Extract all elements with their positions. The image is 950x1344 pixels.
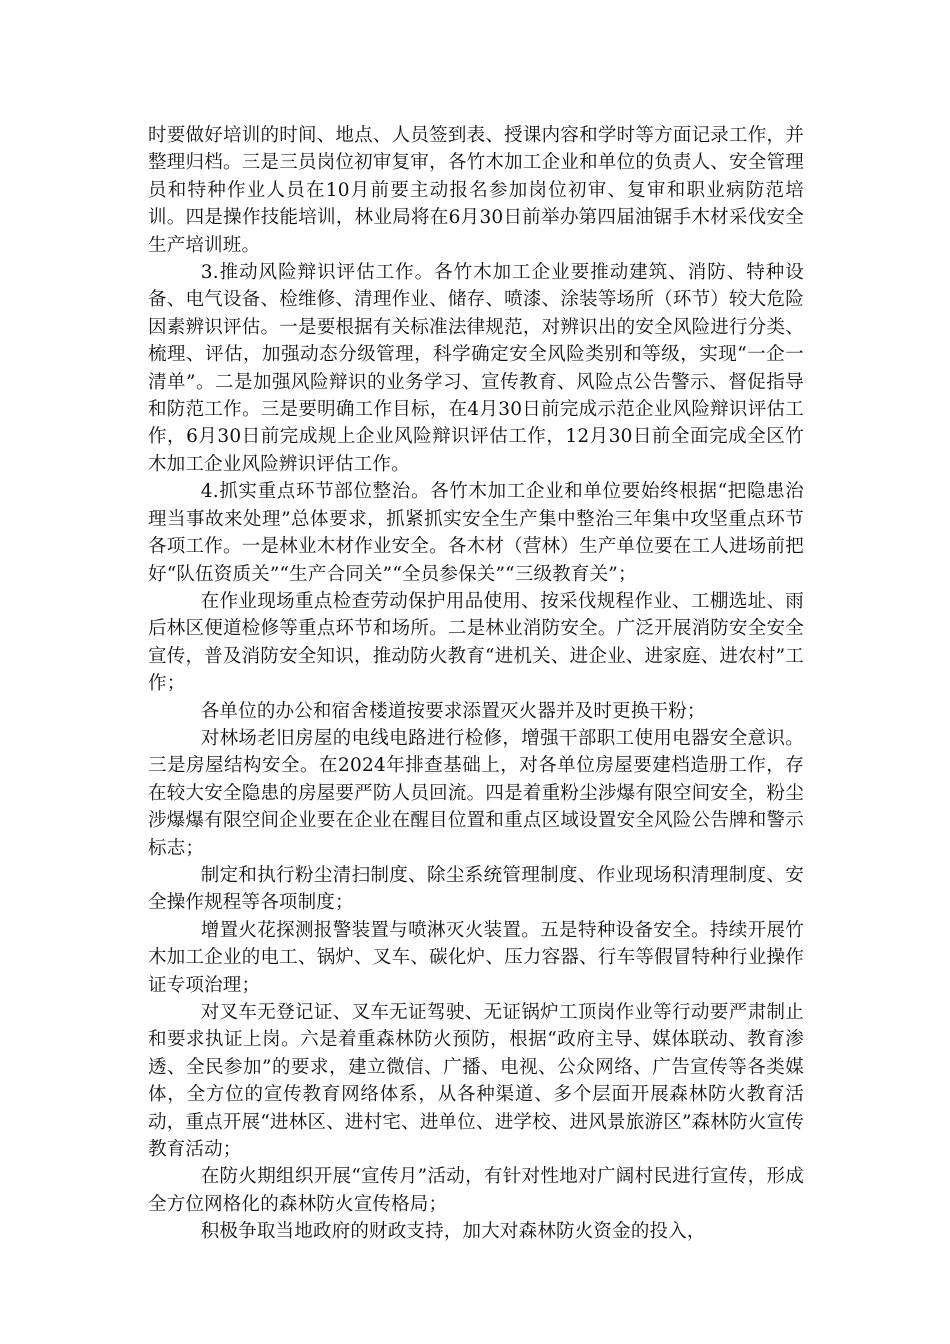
- paragraph-fire-safety: 在作业现场重点检查劳动保护用品使用、按采伐规程作业、工棚选址、雨后林区便道检修等重点环节和场所。二是林业消防安全。广泛开展消防安全安全宣传，普及消防安全知识，推动防火教育“进机关、进企业、进家庭、进农村”工作；: [148, 590, 804, 695]
- paragraph-house-structure: 对林场老旧房屋的电线电路进行检修，增强干部职工使用电器安全意识。三是房屋结构安全。在2024年排查基础上，对各单位房屋要建档造册工作，存在较大安全隐患的房屋要严防人员回流。四是着重粉尘涉爆有限空间安全，粉尘涉爆爆有限空间企业要在企业在醒目位置和重点区域设置安全风险公告牌和警示标志；: [148, 727, 804, 859]
- paragraph-forest-fire-prevention: 对叉车无登记证、叉车无证驾驶、无证锅炉工顶岗作业等行动要严肃制止和要求执证上岗。六是着重森林防火预防，根据“政府主导、媒体联动、教育渗透、全民参加”的要求，建立微信、广播、电视、公众网络、广告宣传等各类媒体，全方位的宣传教育网络体系，从各种渠道、多个层面开展森林防火教育活动，重点开展“进林区、进村宅、进单位、进学校、进风景旅游区”森林防火宣传教育活动；: [148, 1002, 804, 1161]
- paragraph-risk-identification: 3.推动风险辩识评估工作。各竹木加工企业要推动建筑、消防、特种设备、电气设备、检维修、清理作业、储存、喷漆、涂装等场所（环节）较大危险因素辨识评估。一是要根据有关标准法律规范，对辨识出的安全风险进行分类、梳理、评估，加强动态分级管理，科学确定安全风险类别和等级，实现“一企一清单”。二是加强风险辩识的业务学习、宣传教育、风险点公告警示、督促指导和防范工作。三是要明确工作目标，在4月30日前完成示范企业风险辩识评估工作，6月30日前完成规上企业风险辩识评估工作，12月30日前全面完成全区竹木加工企业风险辨识评估工作。: [148, 262, 804, 475]
- paragraph-special-equipment: 增置火花探测报警装置与喷淋灭火装置。五是特种设备安全。持续开展竹木加工企业的电工、锅炉、叉车、碳化炉、压力容器、行车等假冒特种行业操作证专项治理；: [148, 919, 804, 996]
- paragraph-publicity-month: 在防火期组织开展“宣传月”活动，有针对性地对广阔村民进行宣传，形成全方位网格化的森林防火宣传格局；: [148, 1166, 804, 1215]
- paragraph-key-link-rectification: 4.抓实重点环节部位整治。各竹木加工企业和单位要始终根据“把隐患治理当事故来处理”总体要求，抓紧抓实安全生产集中整治三年集中攻坚重点环节各项工作。一是林业木材作业安全。各木材（营林）生产单位要在工人进场前把好“队伍资质关”“生产合同关”“全员参保关”“三级教育关”；: [148, 481, 804, 585]
- document-body: [148, 122, 804, 1246]
- paragraph-extinguishers: 各单位的办公和宿舍楼道按要求添置灭火器并及时更换干粉；: [200, 700, 706, 722]
- paragraph-financial-support: 积极争取当地政府的财政支持，加大对森林防火资金的投入，: [200, 1221, 706, 1243]
- paragraph-dust-systems: 制定和执行粉尘清扫制度、除尘系统管理制度、作业现场积清理制度、安全操作规程等各项制度；: [148, 864, 804, 914]
- paragraph-training-continued: 时要做好培训的时间、地点、人员签到表、授课内容和学时等方面记录工作，并整理归档。三是三员岗位初审复审，各竹木加工企业和单位的负责人、安全管理员和特种作业人员在10月前要主动报名参加岗位初审、复审和职业病防范培训。四是操作技能培训，林业局将在6月30日前举办第四届油锯手木材采伐安全生产培训班。: [148, 125, 804, 256]
